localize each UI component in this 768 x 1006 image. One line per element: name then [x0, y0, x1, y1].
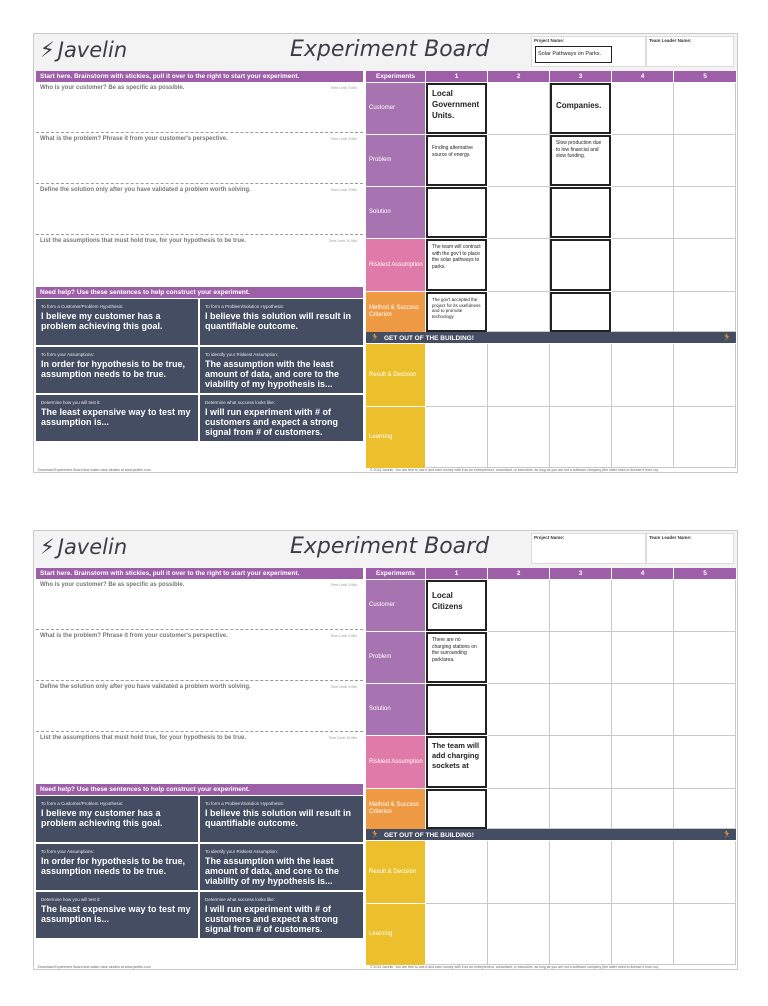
- tip-label: To form a Customer/Problem Hypothesis:: [41, 304, 124, 309]
- question-text: Who is your customer? Be as specific as possible.: [40, 85, 185, 91]
- cell-solution-3[interactable]: [550, 684, 612, 736]
- tip-success: [200, 892, 363, 938]
- help-header: Need help? Use these sentences to help construct your experiment.: [36, 784, 363, 795]
- footer-copyright: © 2014 Javelin. You are free to use it and earn money with it as an entrepreneur, consultant, or executive, as long as you are not a software company (the latter need to license it from us).: [370, 965, 659, 969]
- row-label-result: Result & Decision: [366, 841, 425, 903]
- cell-learning-1[interactable]: [426, 407, 488, 468]
- tip-label: Determine what success looks like:: [205, 897, 276, 902]
- cell-method-2[interactable]: [488, 292, 550, 332]
- time-limit: Time Limit: 10 Min: [328, 239, 357, 243]
- tip-test: [36, 395, 198, 441]
- tip-label: To identify your Riskiest Assumption:: [205, 352, 279, 357]
- help-header: Need help? Use these sentences to help construct your experiment.: [36, 287, 363, 298]
- sticky-note: The team will add charging sockets at: [432, 741, 480, 770]
- tip-assumptions: [36, 844, 198, 890]
- row-label-solution: Solution: [366, 187, 425, 238]
- cell-method-5[interactable]: [674, 789, 736, 829]
- sticky-note: There are no charging stations on the surrounding park/area.: [432, 637, 477, 663]
- cell-result-2[interactable]: [488, 841, 550, 904]
- tip-body: I believe my customer has a problem achieving this goal.: [41, 311, 163, 331]
- team-leader-label: Team Leader Name:: [649, 535, 692, 540]
- question-text: Define the solution only after you have validated a problem worth solving.: [40, 187, 251, 193]
- cell-solution-4[interactable]: [612, 187, 674, 239]
- question-customer[interactable]: [36, 82, 363, 133]
- cell-result-2[interactable]: [488, 344, 550, 407]
- cell-method-3[interactable]: [550, 292, 611, 332]
- cell-method-4[interactable]: [612, 292, 674, 332]
- cell-riskiest-4[interactable]: [612, 239, 674, 292]
- cell-customer-1[interactable]: [426, 83, 487, 134]
- logo-text: Javelin: [57, 535, 128, 559]
- cell-learning-2[interactable]: [488, 904, 550, 965]
- cell-learning-1[interactable]: [426, 904, 488, 965]
- tip-riskiest: [200, 844, 363, 890]
- cell-customer-1[interactable]: [426, 580, 487, 631]
- javelin-logo: [40, 38, 127, 62]
- sticky-note: Slow production due to low financial and slow funding.: [556, 140, 602, 159]
- column-header-5: 5: [674, 71, 736, 82]
- cell-riskiest-1[interactable]: [426, 239, 487, 291]
- experiments-grid: [366, 568, 736, 965]
- cell-solution-3[interactable]: [550, 187, 611, 238]
- cell-customer-3[interactable]: [550, 580, 612, 632]
- lightning-icon: ⚡: [40, 38, 55, 62]
- cell-solution-2[interactable]: [488, 187, 550, 239]
- tip-body: The least expensive way to test my assumption is...: [41, 904, 191, 924]
- tip-customer-problem: [36, 796, 198, 842]
- help-tips: [36, 796, 363, 938]
- cell-problem-4[interactable]: [612, 135, 674, 187]
- cell-problem-5[interactable]: [674, 135, 736, 187]
- sticky-note: Local Citizens: [432, 591, 463, 611]
- team-leader-box[interactable]: [646, 36, 734, 67]
- time-limit: Time Limit: 5 Min: [330, 634, 357, 638]
- runner-icon: 🏃: [370, 333, 380, 342]
- tip-body: The least expensive way to test my assumption is...: [41, 407, 191, 427]
- help-tips: [36, 299, 363, 441]
- cell-problem-5[interactable]: [674, 632, 736, 684]
- time-limit: Time Limit: 5 Min: [330, 86, 357, 90]
- question-assumptions[interactable]: [36, 732, 363, 783]
- footer-download-text: Download Experiment Board and watch case studies at www.javelin.com: [38, 468, 151, 472]
- get-out-text: GET OUT OF THE BUILDING!: [383, 832, 474, 839]
- sticky-note: Local Government Units.: [432, 89, 480, 120]
- question-solution[interactable]: [36, 184, 363, 235]
- sticky-note: The gov't accepted the project for its usefulness and to promote technology: [432, 297, 481, 319]
- cell-customer-2[interactable]: [488, 580, 550, 632]
- cell-riskiest-5[interactable]: [674, 736, 736, 789]
- experiments-header: Experiments: [366, 568, 425, 579]
- tip-success: [200, 395, 363, 441]
- cell-customer-5[interactable]: [674, 83, 736, 135]
- column-header-4: 4: [612, 71, 673, 82]
- runner-icon: 🏃: [722, 830, 732, 839]
- cell-problem-3[interactable]: [550, 632, 612, 684]
- question-text: List the assumptions that must hold true, for your hypothesis to be true.: [40, 238, 247, 244]
- brainstorm-panel: [36, 71, 363, 468]
- row-label-riskiest-assumption: Riskiest Assumption: [366, 736, 425, 788]
- time-limit: Time Limit: 5 Min: [330, 583, 357, 587]
- sticky-note: Companies.: [556, 101, 602, 110]
- cell-method-1[interactable]: [426, 292, 487, 332]
- tip-label: Determine how you will test it:: [41, 400, 101, 405]
- cell-result-4[interactable]: [612, 344, 674, 407]
- tip-problem-solution: [200, 299, 363, 345]
- tip-body: In order for hypothesis to be true, assumption needs to be true.: [41, 856, 186, 876]
- cell-result-5[interactable]: [674, 344, 736, 407]
- question-text: Who is your customer? Be as specific as possible.: [40, 582, 185, 588]
- column-header-1: 1: [426, 71, 487, 82]
- experiments-header: Experiments: [366, 71, 425, 82]
- team-leader-label: Team Leader Name:: [649, 38, 692, 43]
- tip-customer-problem: [36, 299, 198, 345]
- javelin-logo: [40, 535, 127, 559]
- footer-copyright: © 2014 Javelin. You are free to use it and earn money with it as an entrepreneur, consultant, or executive, as long as you are not a software company (the latter need to license it from us).: [370, 468, 659, 472]
- board-footer: [36, 468, 736, 474]
- row-label-method: Method & Success Criterion: [366, 292, 425, 332]
- cell-riskiest-3[interactable]: [550, 239, 611, 291]
- tip-body: I believe this solution will result in quantifiable outcome.: [205, 311, 352, 331]
- cell-learning-3[interactable]: [550, 904, 612, 965]
- cell-method-3[interactable]: [550, 789, 612, 829]
- question-solution[interactable]: [36, 681, 363, 732]
- cell-problem-1[interactable]: [426, 632, 487, 683]
- cell-method-1[interactable]: [426, 789, 487, 829]
- column-header-2: 2: [488, 568, 549, 579]
- project-name-field[interactable]: Solar Pathways on Parks.: [535, 46, 612, 63]
- tip-assumptions: [36, 347, 198, 393]
- cell-problem-4[interactable]: [612, 632, 674, 684]
- row-label-riskiest-assumption: Riskiest Assumption: [366, 239, 425, 291]
- row-label-problem: Problem: [366, 135, 425, 186]
- board-title: Experiment Board: [290, 534, 490, 559]
- cell-result-3[interactable]: [550, 841, 612, 904]
- tip-problem-solution: [200, 796, 363, 842]
- tip-label: Determine what success looks like:: [205, 400, 276, 405]
- question-customer[interactable]: [36, 579, 363, 630]
- row-label-learning: Learning: [366, 904, 425, 965]
- cell-problem-2[interactable]: [488, 632, 550, 684]
- row-label-solution: Solution: [366, 684, 425, 735]
- tip-body: The assumption with the least amount of data, and core to the viability of my hypothesis is...: [205, 856, 340, 886]
- question-problem[interactable]: [36, 630, 363, 681]
- tip-body: The assumption with the least amount of data, and core to the viability of my hypothesis is...: [205, 359, 340, 389]
- row-label-customer: Customer: [366, 83, 425, 134]
- row-label-result: Result & Decision: [366, 344, 425, 406]
- cell-result-1[interactable]: [426, 841, 488, 904]
- column-header-4: 4: [612, 568, 673, 579]
- tip-body: In order for hypothesis to be true, assumption needs to be true.: [41, 359, 186, 379]
- cell-learning-5[interactable]: [674, 407, 736, 468]
- time-limit: Time Limit: 5 Min: [330, 685, 357, 689]
- tip-test: [36, 892, 198, 938]
- cell-solution-4[interactable]: [612, 684, 674, 736]
- cell-method-2[interactable]: [488, 789, 550, 829]
- question-text: What is the problem? Phrase it from your customer's perspective.: [40, 136, 228, 142]
- board-header: [34, 531, 737, 568]
- question-text: Define the solution only after you have validated a problem worth solving.: [40, 684, 251, 690]
- lightning-icon: ⚡: [40, 535, 55, 559]
- row-label-problem: Problem: [366, 632, 425, 683]
- runner-icon: 🏃: [370, 830, 380, 839]
- cell-problem-1[interactable]: [426, 135, 487, 186]
- get-out-text: GET OUT OF THE BUILDING!: [383, 335, 474, 342]
- cell-method-4[interactable]: [612, 789, 674, 829]
- cell-customer-4[interactable]: [612, 580, 674, 632]
- column-header-3: 3: [550, 71, 611, 82]
- team-leader-box[interactable]: [646, 533, 734, 564]
- column-header-2: 2: [488, 71, 549, 82]
- experiment-board-1: [33, 33, 738, 473]
- cell-problem-2[interactable]: [488, 135, 550, 187]
- get-out-banner: [366, 332, 736, 343]
- question-assumptions[interactable]: [36, 235, 363, 286]
- tip-label: To form your Assumptions:: [41, 352, 95, 357]
- row-label-method: Method & Success Criterion: [366, 789, 425, 829]
- project-name-label: Project Name:: [534, 38, 565, 43]
- cell-customer-4[interactable]: [612, 83, 674, 135]
- row-label-customer: Customer: [366, 580, 425, 631]
- cell-result-3[interactable]: [550, 344, 612, 407]
- cell-learning-4[interactable]: [612, 904, 674, 965]
- cell-learning-3[interactable]: [550, 407, 612, 468]
- tip-body: I will run experiment with # of customers and expect a strong signal from # of customers.: [205, 407, 339, 437]
- time-limit: Time Limit: 5 Min: [330, 188, 357, 192]
- cell-solution-1[interactable]: [426, 187, 487, 238]
- tip-body: I believe this solution will result in quantifiable outcome.: [205, 808, 352, 828]
- brainstorm-header: Start here. Brainstorm with stickies, pull it over to the right to start your experiment.: [36, 71, 363, 82]
- question-text: What is the problem? Phrase it from your customer's perspective.: [40, 633, 228, 639]
- row-label-learning: Learning: [366, 407, 425, 468]
- board-header: [34, 34, 737, 71]
- time-limit: Time Limit: 10 Min: [328, 736, 357, 740]
- project-name-box[interactable]: [531, 36, 646, 67]
- board-footer: [36, 965, 736, 971]
- experiments-grid: [366, 71, 736, 468]
- tip-label: To identify your Riskiest Assumption:: [205, 849, 279, 854]
- brainstorm-header: Start here. Brainstorm with stickies, pull it over to the right to start your experiment.: [36, 568, 363, 579]
- cell-customer-2[interactable]: [488, 83, 550, 135]
- cell-riskiest-2[interactable]: [488, 736, 550, 789]
- column-header-1: 1: [426, 568, 487, 579]
- time-limit: Time Limit: 5 Min: [330, 137, 357, 141]
- project-name-box[interactable]: [531, 533, 646, 564]
- cell-riskiest-3[interactable]: [550, 736, 612, 789]
- cell-riskiest-2[interactable]: [488, 239, 550, 292]
- cell-learning-4[interactable]: [612, 407, 674, 468]
- footer-download-text: Download Experiment Board and watch case studies at www.javelin.com: [38, 965, 151, 969]
- sticky-note: Finding alternative source of energy.: [432, 145, 473, 158]
- cell-riskiest-1[interactable]: [426, 736, 487, 788]
- board-title: Experiment Board: [290, 37, 490, 62]
- experiment-board-2: [33, 530, 738, 970]
- cell-learning-2[interactable]: [488, 407, 550, 468]
- project-name-label: Project Name:: [534, 535, 565, 540]
- column-header-5: 5: [674, 568, 736, 579]
- question-problem[interactable]: [36, 133, 363, 184]
- tip-label: To form a Problem/Solution Hypothesis:: [205, 304, 285, 309]
- tip-label: To form a Customer/Problem Hypothesis:: [41, 801, 124, 806]
- cell-problem-3[interactable]: [550, 135, 611, 186]
- brainstorm-panel: [36, 568, 363, 965]
- logo-text: Javelin: [57, 38, 128, 62]
- tip-body: I will run experiment with # of customers and expect a strong signal from # of customers.: [205, 904, 339, 934]
- cell-solution-1[interactable]: [426, 684, 487, 735]
- cell-solution-2[interactable]: [488, 684, 550, 736]
- get-out-banner: [366, 829, 736, 840]
- question-text: List the assumptions that must hold true, for your hypothesis to be true.: [40, 735, 247, 741]
- runner-icon: 🏃: [722, 333, 732, 342]
- cell-result-5[interactable]: [674, 841, 736, 904]
- cell-riskiest-5[interactable]: [674, 239, 736, 292]
- tip-riskiest: [200, 347, 363, 393]
- tip-body: I believe my customer has a problem achieving this goal.: [41, 808, 163, 828]
- cell-result-4[interactable]: [612, 841, 674, 904]
- cell-solution-5[interactable]: [674, 684, 736, 736]
- cell-customer-5[interactable]: [674, 580, 736, 632]
- tip-label: Determine how you will test it:: [41, 897, 101, 902]
- cell-customer-3[interactable]: [550, 83, 611, 134]
- cell-solution-5[interactable]: [674, 187, 736, 239]
- sticky-note: The team will contract with the gov't to place the solar pathways to parks.: [432, 244, 481, 270]
- tip-label: To form your Assumptions:: [41, 849, 95, 854]
- column-header-3: 3: [550, 568, 611, 579]
- cell-riskiest-4[interactable]: [612, 736, 674, 789]
- cell-learning-5[interactable]: [674, 904, 736, 965]
- cell-method-5[interactable]: [674, 292, 736, 332]
- cell-result-1[interactable]: [426, 344, 488, 407]
- tip-label: To form a Problem/Solution Hypothesis:: [205, 801, 285, 806]
